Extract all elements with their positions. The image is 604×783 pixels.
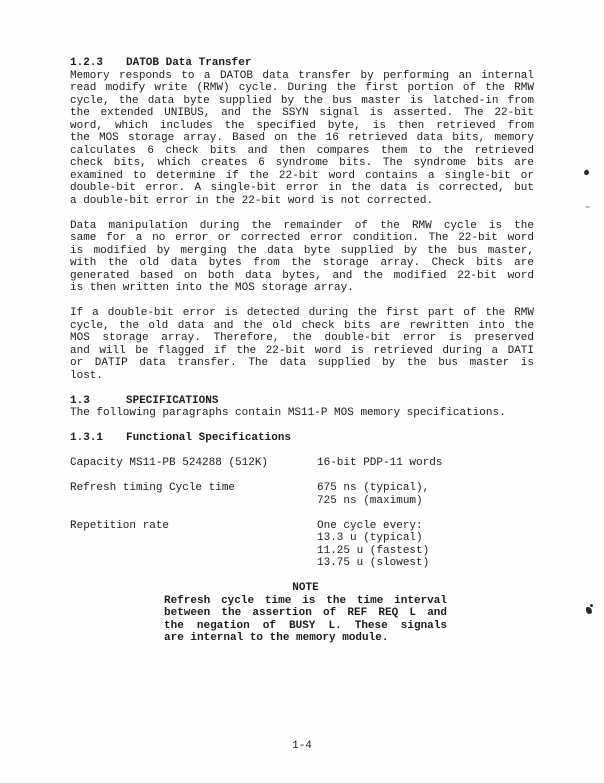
text-line: generated based on both data bytes, and the modified 22-bit word [70, 269, 534, 282]
spec-values [317, 482, 534, 507]
section-number: 1.3 [70, 394, 90, 407]
scan-speck [583, 169, 590, 176]
note-line: Refresh cycle time is the time interval [164, 594, 447, 607]
spec-value: One cycle every: [317, 519, 423, 532]
text-line: word, which includes the specified byte, is then retrieved from [70, 119, 534, 132]
text-line: with the old data bytes from the storage array. Check bits are [70, 257, 534, 269]
spec-label: Refresh timing Cycle time [70, 482, 236, 494]
section-number: 1.2.3 [70, 57, 104, 69]
section-heading-specifications [70, 395, 534, 408]
spec-value: 13.3 u (typical) [317, 532, 423, 544]
scan-speck [585, 206, 590, 208]
note-body [164, 595, 447, 645]
text-line: examined to determine if the 22-bit word contains a single-bit or [70, 169, 534, 182]
spec-values [317, 457, 534, 470]
spec-value: 11.25 u (fastest) [317, 544, 430, 557]
page-number: 1-4 [292, 740, 312, 752]
paragraph-datob-2 [70, 220, 534, 295]
text-line: same for a no error or corrected error condition. The 22-bit word [70, 232, 534, 244]
note-line: are internal to the memory module. [164, 632, 389, 644]
spec-row [70, 482, 534, 507]
spec-value: 675 ns (typical), [317, 482, 430, 494]
text-line: and will be flagged if the 22-bit word is retrieved during a DATI [70, 344, 534, 357]
text-line: cycle, the old data and the old check bits are rewritten into the [70, 319, 534, 332]
section-title: DATOB Data Transfer [126, 57, 252, 69]
text-line: double-bit error. A single-bit error in the data is corrected, but [70, 182, 534, 194]
text-line: check bits, which creates 6 syndrome bits. The syndrome bits are [70, 157, 534, 169]
spec-label: Repetition rate [70, 519, 170, 532]
text-line: is then written into the MOS storage array. [70, 282, 354, 294]
spec-table [70, 457, 534, 570]
section-title: SPECIFICATIONS [126, 394, 219, 407]
spec-value: 725 ns (maximum) [317, 494, 423, 507]
text-line: Data manipulation during the remainder of the RMW cycle is the [70, 219, 534, 232]
paragraph-datob-3 [70, 307, 534, 382]
page-content [70, 57, 534, 645]
scan-speck [586, 607, 592, 614]
text-line: calculates 6 check bits and then compares them to the retrieved [70, 144, 534, 157]
note-line: the negation of BUSY L. These signals [164, 619, 447, 632]
text-line: MOS storage array. Therefore, the double-bit error is preserved [70, 332, 534, 344]
text-line: cycle, the data byte supplied by the bus master is latched-in from [70, 94, 534, 107]
paragraph-datob-1 [70, 70, 534, 208]
section-title: Functional Specifications [126, 432, 292, 444]
spec-values [317, 520, 534, 570]
section-heading-functional [70, 432, 534, 445]
text-line: Memory responds to a DATOB data transfer by performing an internal [70, 69, 534, 82]
text-line: If a double-bit error is detected during the first part of the RMW [70, 307, 534, 319]
text-line: the MOS storage array. Based on the 16 retrieved data bits, memory [70, 132, 534, 144]
text-line: read modify write (RMW) cycle. During the first portion of the RMW [70, 82, 534, 94]
text-line: is modified by merging the data byte supplied by the bus master, [70, 244, 534, 257]
spec-row [70, 520, 534, 570]
text-line: lost. [70, 369, 104, 382]
note-block [164, 582, 447, 645]
spec-value: 13.75 u (slowest) [317, 557, 430, 569]
text-line: or DATIP data transfer. The data supplied by the bus master is [70, 357, 534, 369]
spec-value: 16-bit PDP-11 words [317, 457, 443, 469]
note-line: between the assertion of REF REQ L and [164, 607, 447, 619]
section-heading-datob [70, 57, 534, 70]
note-title: NOTE [292, 582, 319, 594]
section-number: 1.3.1 [70, 432, 104, 444]
text-line: a double-bit error in the 22-bit word is not corrected. [70, 194, 434, 207]
spec-label: Capacity MS11-PB 524288 (512K) [70, 457, 269, 469]
text-line: the extended UNIBUS, and the SSYN signal is asserted. The 22-bit [70, 107, 534, 119]
specifications-intro: The following paragraphs contain MS11-P MOS memory specifications. [70, 407, 506, 419]
spec-row [70, 457, 534, 470]
